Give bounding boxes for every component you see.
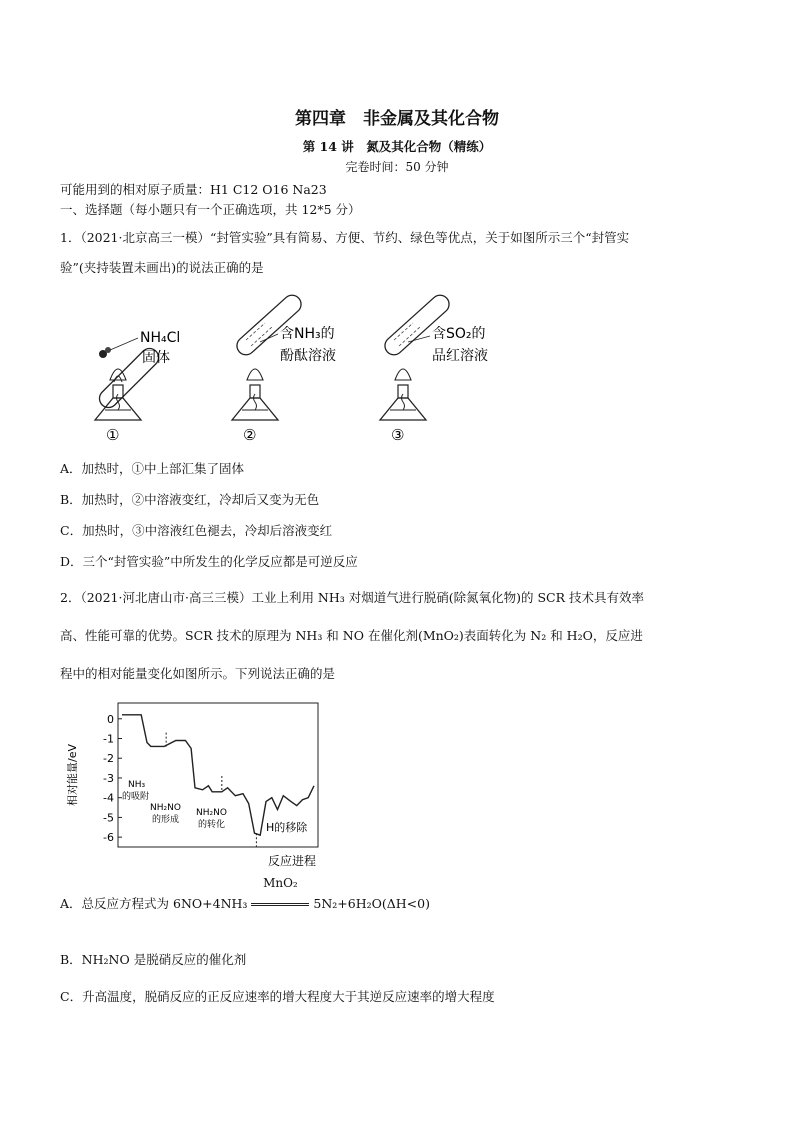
- q2-option-a: [60, 876, 430, 912]
- y-tick-label: -5: [103, 811, 114, 825]
- y-tick-label: -3: [103, 771, 114, 785]
- annotation-nh3-line2: 的吸附: [122, 792, 150, 802]
- sealed-tube-figure: [70, 290, 540, 445]
- burner-2: [232, 369, 278, 420]
- tube3-label-line2: 品红溶液: [432, 348, 488, 364]
- atomic-masses: 可能用到的相对原子质量：H1 C12 O16 Na23: [60, 182, 327, 197]
- tube2-label-line2: 酚酞溶液: [280, 348, 336, 364]
- tube1-number: ①: [106, 426, 120, 444]
- chart-ylabel: 相对能量/eV: [66, 744, 79, 806]
- q1-stem-line2: 验”(夹持装置未画出)的说法正确的是: [60, 260, 264, 275]
- y-tick-label: -4: [103, 791, 114, 805]
- burner-3: [380, 369, 426, 420]
- y-tick-label: -1: [103, 732, 114, 746]
- tube3-number: ③: [391, 426, 405, 444]
- time-limit: 完卷时间：50 分钟: [345, 160, 449, 174]
- energy-profile-chart: [66, 695, 330, 875]
- annotation-conv-line1: NH₂NO: [196, 808, 227, 818]
- q1-stem-line1: 1．（2021·北京高三一模）“封管实验”具有简易、方便、节约、绿色等优点，关于如图所示三个“封管实: [60, 230, 630, 245]
- tube1-label-line1: NH₄Cl: [140, 330, 181, 346]
- q2-option-c: C．升高温度，脱硝反应的正反应速率的增大程度大于其逆反应速率的增大程度: [60, 989, 495, 1004]
- option-a-prefix: A．总反应方程式为 6NO+4NH₃: [60, 896, 248, 911]
- tube1-label-line2: 固体: [142, 350, 170, 366]
- q2-stem-line2: 高、性能可靠的优势。SCR 技术的原理为 NH₃ 和 NO 在催化剂(MnO₂)表面转化为 N₂ 和 H₂O，反应进: [60, 628, 643, 643]
- q1-option-a: A．加热时，①中上部汇集了固体: [60, 461, 245, 476]
- y-tick-label: -6: [103, 831, 114, 845]
- catalyst-arrow: [251, 876, 309, 906]
- y-tick-label: -2: [103, 752, 114, 766]
- q2-stem-line1: 2．（2021·河北唐山市·高三三模）工业上利用 NH₃ 对烟道气进行脱硝(除氮氧化物)的 SCR 技术具有效率: [60, 590, 644, 605]
- annotation-h-removal: H的移除: [266, 821, 308, 834]
- q1-option-c: C．加热时，③中溶液红色褪去，冷却后溶液变红: [60, 523, 333, 538]
- lecture-title: 第 14 讲 氮及其化合物（精练）: [302, 139, 492, 154]
- section-heading: 一、选择题（每小题只有一个正确选项，共 12*5 分）: [60, 202, 361, 217]
- q1-option-d: D．三个“封管实验”中所发生的化学反应都是可逆反应: [60, 554, 358, 569]
- annotation-form-line2: 的形成: [152, 815, 180, 825]
- q1-option-b: B．加热时，②中溶液变红，冷却后又变为无色: [60, 492, 320, 507]
- annotation-nh3-line1: NH₃: [128, 780, 146, 790]
- option-a-catalyst: MnO₂: [263, 876, 298, 890]
- q2-option-b: B．NH₂NO 是脱硝反应的催化剂: [60, 952, 247, 967]
- chapter-title: 第四章 非金属及其化合物: [295, 109, 499, 129]
- option-a-suffix: 5N₂+6H₂O(ΔH<0): [313, 896, 430, 911]
- tube2-number: ②: [243, 426, 257, 444]
- tube2-label-line1: 含NH₃的: [280, 326, 335, 342]
- q2-stem-line3: 程中的相对能量变化如图所示。下列说法正确的是: [60, 666, 336, 681]
- chart-xlabel: 反应进程: [267, 854, 317, 868]
- chart-ticks: [103, 713, 122, 844]
- annotation-form-line1: NH₂NO: [150, 803, 181, 813]
- tube3-label-line1: 含SO₂的: [432, 326, 486, 342]
- y-tick-label: 0: [107, 712, 114, 726]
- annotation-conv-line2: 的转化: [198, 820, 226, 830]
